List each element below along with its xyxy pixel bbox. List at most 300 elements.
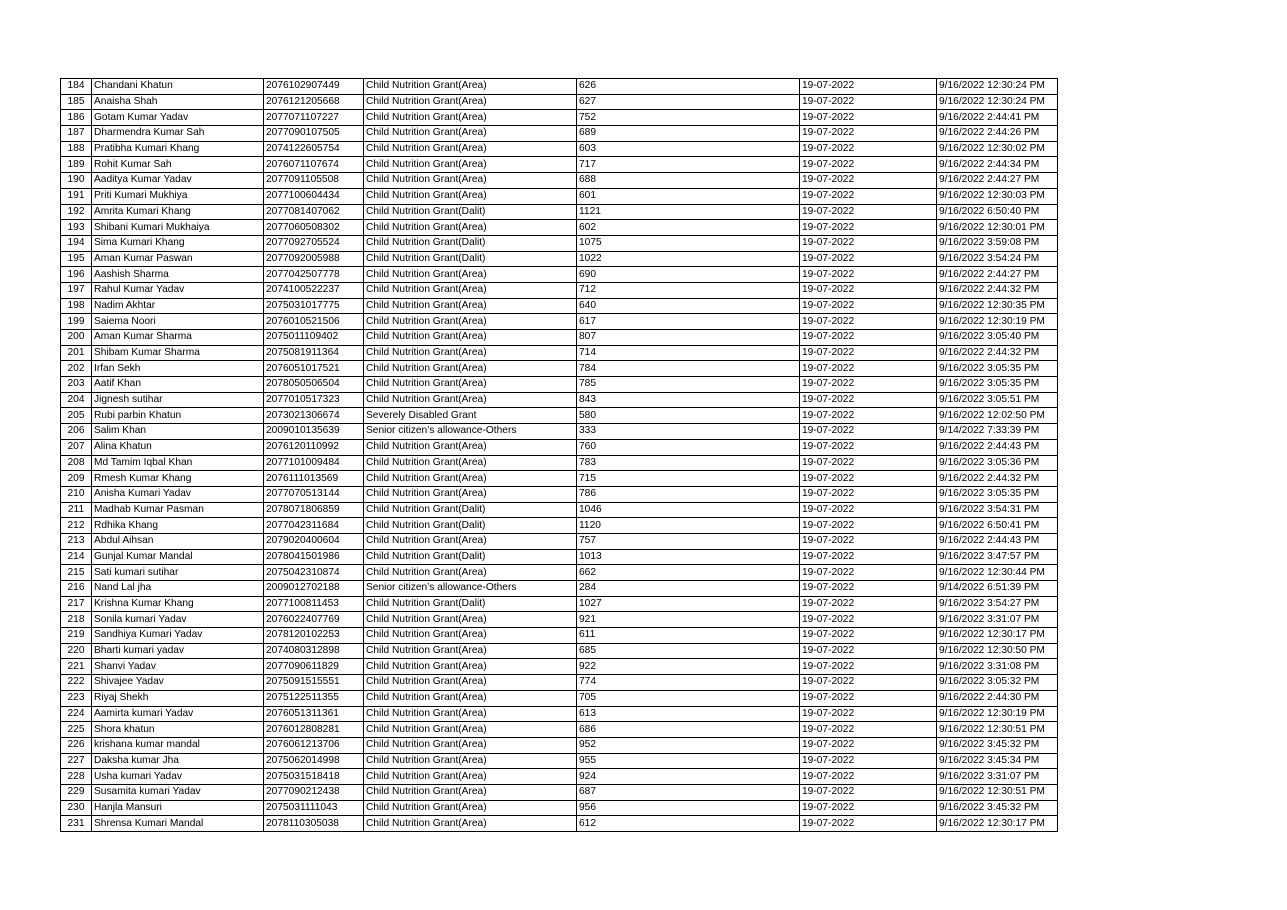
serial-number-cell: 219 (61, 628, 92, 644)
table-row (61, 314, 1058, 330)
name-cell: Usha kumari Yadav (92, 769, 264, 785)
serial-number-cell: 201 (61, 345, 92, 361)
table-row (61, 251, 1058, 267)
id-number-cell: 2075042310874 (264, 565, 364, 581)
name-cell: Salim Khan (92, 424, 264, 440)
grant-type-cell: Child Nutrition Grant(Area) (364, 659, 577, 675)
grant-type-cell: Senior citizen’s allowance-Others (364, 581, 577, 597)
name-cell: Rubi parbin Khatun (92, 408, 264, 424)
table-row (61, 298, 1058, 314)
name-cell: Bharti kumari yadav (92, 643, 264, 659)
name-cell: Daksha kumar Jha (92, 753, 264, 769)
amount-cell: 784 (577, 361, 800, 377)
amount-cell: 1046 (577, 502, 800, 518)
id-number-cell: 2077042311684 (264, 518, 364, 534)
grant-type-cell: Child Nutrition Grant(Dalit) (364, 502, 577, 518)
serial-number-cell: 211 (61, 502, 92, 518)
name-cell: Amrita Kumari Khang (92, 204, 264, 220)
amount-cell: 1121 (577, 204, 800, 220)
timestamp-cell: 9/16/2022 12:30:17 PM (937, 816, 1058, 832)
date-cell: 19-07-2022 (800, 173, 937, 189)
table-row (61, 267, 1058, 283)
amount-cell: 284 (577, 581, 800, 597)
id-number-cell: 2077071107227 (264, 110, 364, 126)
grant-type-cell: Child Nutrition Grant(Dalit) (364, 204, 577, 220)
grant-type-cell: Child Nutrition Grant(Area) (364, 612, 577, 628)
name-cell: Aman Kumar Sharma (92, 330, 264, 346)
amount-cell: 602 (577, 220, 800, 236)
id-number-cell: 2076061213706 (264, 737, 364, 753)
amount-cell: 924 (577, 769, 800, 785)
id-number-cell: 2077101009484 (264, 455, 364, 471)
amount-cell: 685 (577, 643, 800, 659)
timestamp-cell: 9/16/2022 3:45:32 PM (937, 800, 1058, 816)
amount-cell: 1022 (577, 251, 800, 267)
date-cell: 19-07-2022 (800, 675, 937, 691)
id-number-cell: 2077100811453 (264, 596, 364, 612)
amount-cell: 1075 (577, 235, 800, 251)
name-cell: Madhab Kumar Pasman (92, 502, 264, 518)
table-row (61, 408, 1058, 424)
timestamp-cell: 9/16/2022 12:30:24 PM (937, 94, 1058, 110)
table-row (61, 722, 1058, 738)
serial-number-cell: 199 (61, 314, 92, 330)
grant-type-cell: Child Nutrition Grant(Area) (364, 267, 577, 283)
table-row (61, 471, 1058, 487)
grant-type-cell: Child Nutrition Grant(Area) (364, 471, 577, 487)
name-cell: Sonila kumari Yadav (92, 612, 264, 628)
serial-number-cell: 204 (61, 392, 92, 408)
date-cell: 19-07-2022 (800, 753, 937, 769)
date-cell: 19-07-2022 (800, 769, 937, 785)
serial-number-cell: 185 (61, 94, 92, 110)
id-number-cell: 2076051311361 (264, 706, 364, 722)
beneficiary-table (60, 78, 1058, 832)
id-number-cell: 2075031111043 (264, 800, 364, 816)
serial-number-cell: 227 (61, 753, 92, 769)
timestamp-cell: 9/16/2022 12:30:17 PM (937, 628, 1058, 644)
timestamp-cell: 9/16/2022 2:44:32 PM (937, 345, 1058, 361)
grant-type-cell: Child Nutrition Grant(Area) (364, 784, 577, 800)
grant-type-cell: Child Nutrition Grant(Area) (364, 79, 577, 95)
date-cell: 19-07-2022 (800, 157, 937, 173)
name-cell: Gotam Kumar Yadav (92, 110, 264, 126)
name-cell: krishana kumar mandal (92, 737, 264, 753)
timestamp-cell: 9/16/2022 2:44:32 PM (937, 282, 1058, 298)
date-cell: 19-07-2022 (800, 565, 937, 581)
table-row (61, 659, 1058, 675)
timestamp-cell: 9/16/2022 2:44:27 PM (937, 267, 1058, 283)
id-number-cell: 2077070513144 (264, 486, 364, 502)
id-number-cell: 2074100522237 (264, 282, 364, 298)
table-row (61, 753, 1058, 769)
grant-type-cell: Child Nutrition Grant(Dalit) (364, 596, 577, 612)
id-number-cell: 2076051017521 (264, 361, 364, 377)
name-cell: Irfan Sekh (92, 361, 264, 377)
date-cell: 19-07-2022 (800, 502, 937, 518)
id-number-cell: 2079020400604 (264, 533, 364, 549)
serial-number-cell: 212 (61, 518, 92, 534)
name-cell: Sandhiya Kumari Yadav (92, 628, 264, 644)
serial-number-cell: 194 (61, 235, 92, 251)
table-row (61, 581, 1058, 597)
date-cell: 19-07-2022 (800, 392, 937, 408)
name-cell: Jignesh sutihar (92, 392, 264, 408)
grant-type-cell: Child Nutrition Grant(Area) (364, 628, 577, 644)
grant-type-cell: Child Nutrition Grant(Area) (364, 314, 577, 330)
id-number-cell: 2074080312898 (264, 643, 364, 659)
id-number-cell: 2075011109402 (264, 330, 364, 346)
date-cell: 19-07-2022 (800, 220, 937, 236)
id-number-cell: 2077091105508 (264, 173, 364, 189)
amount-cell: 785 (577, 377, 800, 393)
serial-number-cell: 191 (61, 188, 92, 204)
name-cell: Sati kumari sutihar (92, 565, 264, 581)
name-cell: Susamita kumari Yadav (92, 784, 264, 800)
timestamp-cell: 9/16/2022 2:44:26 PM (937, 126, 1058, 142)
serial-number-cell: 205 (61, 408, 92, 424)
table-row (61, 612, 1058, 628)
timestamp-cell: 9/16/2022 2:44:41 PM (937, 110, 1058, 126)
amount-cell: 922 (577, 659, 800, 675)
grant-type-cell: Child Nutrition Grant(Area) (364, 643, 577, 659)
timestamp-cell: 9/16/2022 6:50:40 PM (937, 204, 1058, 220)
date-cell: 19-07-2022 (800, 251, 937, 267)
serial-number-cell: 223 (61, 690, 92, 706)
table-row (61, 377, 1058, 393)
id-number-cell: 2076102907449 (264, 79, 364, 95)
name-cell: Shanvi Yadav (92, 659, 264, 675)
id-number-cell: 2078041501986 (264, 549, 364, 565)
timestamp-cell: 9/16/2022 2:44:30 PM (937, 690, 1058, 706)
table-row (61, 439, 1058, 455)
id-number-cell: 2075031017775 (264, 298, 364, 314)
id-number-cell: 2073021306674 (264, 408, 364, 424)
date-cell: 19-07-2022 (800, 314, 937, 330)
timestamp-cell: 9/16/2022 12:30:35 PM (937, 298, 1058, 314)
id-number-cell: 2076022407769 (264, 612, 364, 628)
serial-number-cell: 224 (61, 706, 92, 722)
table-row (61, 235, 1058, 251)
id-number-cell: 2009012702188 (264, 581, 364, 597)
amount-cell: 617 (577, 314, 800, 330)
id-number-cell: 2074122605754 (264, 141, 364, 157)
amount-cell: 921 (577, 612, 800, 628)
grant-type-cell: Child Nutrition Grant(Dalit) (364, 518, 577, 534)
serial-number-cell: 197 (61, 282, 92, 298)
grant-type-cell: Child Nutrition Grant(Area) (364, 486, 577, 502)
date-cell: 19-07-2022 (800, 361, 937, 377)
amount-cell: 662 (577, 565, 800, 581)
timestamp-cell: 9/16/2022 2:44:32 PM (937, 471, 1058, 487)
id-number-cell: 2075031518418 (264, 769, 364, 785)
serial-number-cell: 203 (61, 377, 92, 393)
timestamp-cell: 9/16/2022 2:44:43 PM (937, 533, 1058, 549)
table-row (61, 549, 1058, 565)
table-row (61, 518, 1058, 534)
id-number-cell: 2076120110992 (264, 439, 364, 455)
grant-type-cell: Child Nutrition Grant(Area) (364, 392, 577, 408)
timestamp-cell: 9/16/2022 3:31:08 PM (937, 659, 1058, 675)
id-number-cell: 2077092005988 (264, 251, 364, 267)
amount-cell: 714 (577, 345, 800, 361)
serial-number-cell: 218 (61, 612, 92, 628)
name-cell: Chandani Khatun (92, 79, 264, 95)
table-row (61, 675, 1058, 691)
serial-number-cell: 189 (61, 157, 92, 173)
grant-type-cell: Child Nutrition Grant(Area) (364, 800, 577, 816)
grant-type-cell: Child Nutrition Grant(Area) (364, 157, 577, 173)
id-number-cell: 2009010135639 (264, 424, 364, 440)
timestamp-cell: 9/16/2022 3:05:40 PM (937, 330, 1058, 346)
grant-type-cell: Severely Disabled Grant (364, 408, 577, 424)
timestamp-cell: 9/16/2022 3:54:31 PM (937, 502, 1058, 518)
date-cell: 19-07-2022 (800, 706, 937, 722)
id-number-cell: 2077081407062 (264, 204, 364, 220)
date-cell: 19-07-2022 (800, 737, 937, 753)
amount-cell: 807 (577, 330, 800, 346)
amount-cell: 1027 (577, 596, 800, 612)
amount-cell: 333 (577, 424, 800, 440)
serial-number-cell: 188 (61, 141, 92, 157)
id-number-cell: 2077092705524 (264, 235, 364, 251)
grant-type-cell: Child Nutrition Grant(Area) (364, 298, 577, 314)
grant-type-cell: Child Nutrition Grant(Area) (364, 330, 577, 346)
serial-number-cell: 207 (61, 439, 92, 455)
name-cell: Riyaj Shekh (92, 690, 264, 706)
grant-type-cell: Child Nutrition Grant(Area) (364, 769, 577, 785)
serial-number-cell: 221 (61, 659, 92, 675)
timestamp-cell: 9/16/2022 3:47:57 PM (937, 549, 1058, 565)
serial-number-cell: 225 (61, 722, 92, 738)
amount-cell: 843 (577, 392, 800, 408)
serial-number-cell: 184 (61, 79, 92, 95)
name-cell: Shora khatun (92, 722, 264, 738)
name-cell: Abdul Aihsan (92, 533, 264, 549)
id-number-cell: 2076121205668 (264, 94, 364, 110)
serial-number-cell: 213 (61, 533, 92, 549)
amount-cell: 715 (577, 471, 800, 487)
amount-cell: 626 (577, 79, 800, 95)
serial-number-cell: 202 (61, 361, 92, 377)
serial-number-cell: 209 (61, 471, 92, 487)
table-body (61, 79, 1058, 832)
id-number-cell: 2078110305038 (264, 816, 364, 832)
name-cell: Md Tamim Iqbal Khan (92, 455, 264, 471)
date-cell: 19-07-2022 (800, 188, 937, 204)
grant-type-cell: Child Nutrition Grant(Area) (364, 565, 577, 581)
id-number-cell: 2075081911364 (264, 345, 364, 361)
grant-type-cell: Child Nutrition Grant(Area) (364, 345, 577, 361)
name-cell: Dharmendra Kumar Sah (92, 126, 264, 142)
date-cell: 19-07-2022 (800, 235, 937, 251)
name-cell: Hanjla Mansuri (92, 800, 264, 816)
table-row (61, 737, 1058, 753)
id-number-cell: 2076010521506 (264, 314, 364, 330)
amount-cell: 601 (577, 188, 800, 204)
id-number-cell: 2077010517323 (264, 392, 364, 408)
table-row (61, 800, 1058, 816)
date-cell: 19-07-2022 (800, 94, 937, 110)
name-cell: Alina Khatun (92, 439, 264, 455)
date-cell: 19-07-2022 (800, 330, 937, 346)
name-cell: Nand Lal jha (92, 581, 264, 597)
serial-number-cell: 214 (61, 549, 92, 565)
timestamp-cell: 9/16/2022 3:05:35 PM (937, 486, 1058, 502)
table-row (61, 533, 1058, 549)
timestamp-cell: 9/16/2022 3:54:24 PM (937, 251, 1058, 267)
timestamp-cell: 9/16/2022 3:05:51 PM (937, 392, 1058, 408)
table-row (61, 769, 1058, 785)
date-cell: 19-07-2022 (800, 141, 937, 157)
serial-number-cell: 215 (61, 565, 92, 581)
date-cell: 19-07-2022 (800, 110, 937, 126)
date-cell: 19-07-2022 (800, 267, 937, 283)
grant-type-cell: Child Nutrition Grant(Area) (364, 188, 577, 204)
name-cell: Shrensa Kumari Mandal (92, 816, 264, 832)
id-number-cell: 2077100604434 (264, 188, 364, 204)
name-cell: Aamirta kumari Yadav (92, 706, 264, 722)
id-number-cell: 2078071806859 (264, 502, 364, 518)
name-cell: Aaditya Kumar Yadav (92, 173, 264, 189)
id-number-cell: 2075062014998 (264, 753, 364, 769)
grant-type-cell: Child Nutrition Grant(Area) (364, 220, 577, 236)
date-cell: 19-07-2022 (800, 126, 937, 142)
table-row (61, 110, 1058, 126)
name-cell: Pratibha Kumari Khang (92, 141, 264, 157)
table-row (61, 816, 1058, 832)
id-number-cell: 2077060508302 (264, 220, 364, 236)
amount-cell: 757 (577, 533, 800, 549)
table-row (61, 643, 1058, 659)
table-row (61, 94, 1058, 110)
table-row (61, 220, 1058, 236)
amount-cell: 613 (577, 706, 800, 722)
table-row (61, 361, 1058, 377)
timestamp-cell: 9/16/2022 12:30:24 PM (937, 79, 1058, 95)
name-cell: Anisha Kumari Yadav (92, 486, 264, 502)
timestamp-cell: 9/16/2022 12:30:51 PM (937, 784, 1058, 800)
table-row (61, 690, 1058, 706)
amount-cell: 952 (577, 737, 800, 753)
timestamp-cell: 9/16/2022 3:54:27 PM (937, 596, 1058, 612)
table-row (61, 204, 1058, 220)
grant-type-cell: Child Nutrition Grant(Area) (364, 439, 577, 455)
amount-cell: 612 (577, 816, 800, 832)
date-cell: 19-07-2022 (800, 345, 937, 361)
timestamp-cell: 9/16/2022 12:30:03 PM (937, 188, 1058, 204)
table-row (61, 330, 1058, 346)
grant-type-cell: Child Nutrition Grant(Area) (364, 675, 577, 691)
date-cell: 19-07-2022 (800, 581, 937, 597)
grant-type-cell: Child Nutrition Grant(Area) (364, 110, 577, 126)
timestamp-cell: 9/16/2022 3:59:08 PM (937, 235, 1058, 251)
serial-number-cell: 186 (61, 110, 92, 126)
amount-cell: 688 (577, 173, 800, 189)
id-number-cell: 2077090212438 (264, 784, 364, 800)
amount-cell: 956 (577, 800, 800, 816)
timestamp-cell: 9/16/2022 3:31:07 PM (937, 612, 1058, 628)
date-cell: 19-07-2022 (800, 549, 937, 565)
date-cell: 19-07-2022 (800, 722, 937, 738)
amount-cell: 705 (577, 690, 800, 706)
name-cell: Rmesh Kumar Khang (92, 471, 264, 487)
date-cell: 19-07-2022 (800, 282, 937, 298)
table-row (61, 596, 1058, 612)
timestamp-cell: 9/16/2022 2:44:27 PM (937, 173, 1058, 189)
grant-type-cell: Child Nutrition Grant(Dalit) (364, 251, 577, 267)
amount-cell: 611 (577, 628, 800, 644)
grant-type-cell: Child Nutrition Grant(Area) (364, 173, 577, 189)
amount-cell: 717 (577, 157, 800, 173)
date-cell: 19-07-2022 (800, 518, 937, 534)
serial-number-cell: 195 (61, 251, 92, 267)
name-cell: Rohit Kumar Sah (92, 157, 264, 173)
name-cell: Rdhika Khang (92, 518, 264, 534)
grant-type-cell: Child Nutrition Grant(Dalit) (364, 549, 577, 565)
date-cell: 19-07-2022 (800, 408, 937, 424)
table-row (61, 455, 1058, 471)
amount-cell: 712 (577, 282, 800, 298)
serial-number-cell: 208 (61, 455, 92, 471)
timestamp-cell: 9/16/2022 3:05:35 PM (937, 361, 1058, 377)
grant-type-cell: Child Nutrition Grant(Area) (364, 141, 577, 157)
timestamp-cell: 9/16/2022 12:30:01 PM (937, 220, 1058, 236)
timestamp-cell: 9/14/2022 6:51:39 PM (937, 581, 1058, 597)
grant-type-cell: Senior citizen’s allowance-Others (364, 424, 577, 440)
grant-type-cell: Child Nutrition Grant(Area) (364, 126, 577, 142)
amount-cell: 686 (577, 722, 800, 738)
amount-cell: 1120 (577, 518, 800, 534)
date-cell: 19-07-2022 (800, 596, 937, 612)
serial-number-cell: 196 (61, 267, 92, 283)
date-cell: 19-07-2022 (800, 800, 937, 816)
serial-number-cell: 230 (61, 800, 92, 816)
id-number-cell: 2076111013569 (264, 471, 364, 487)
table-row (61, 565, 1058, 581)
name-cell: Aman Kumar Paswan (92, 251, 264, 267)
serial-number-cell: 222 (61, 675, 92, 691)
amount-cell: 955 (577, 753, 800, 769)
table-row (61, 282, 1058, 298)
date-cell: 19-07-2022 (800, 533, 937, 549)
table-row (61, 188, 1058, 204)
serial-number-cell: 190 (61, 173, 92, 189)
timestamp-cell: 9/16/2022 3:05:35 PM (937, 377, 1058, 393)
timestamp-cell: 9/16/2022 12:30:02 PM (937, 141, 1058, 157)
timestamp-cell: 9/16/2022 12:02:50 PM (937, 408, 1058, 424)
table-row (61, 345, 1058, 361)
name-cell: Saiema Noori (92, 314, 264, 330)
serial-number-cell: 192 (61, 204, 92, 220)
table-row (61, 392, 1058, 408)
timestamp-cell: 9/16/2022 3:31:07 PM (937, 769, 1058, 785)
grant-type-cell: Child Nutrition Grant(Area) (364, 690, 577, 706)
name-cell: Nadim Akhtar (92, 298, 264, 314)
amount-cell: 640 (577, 298, 800, 314)
table-row (61, 173, 1058, 189)
date-cell: 19-07-2022 (800, 204, 937, 220)
serial-number-cell: 198 (61, 298, 92, 314)
name-cell: Krishna Kumar Khang (92, 596, 264, 612)
serial-number-cell: 200 (61, 330, 92, 346)
table-row (61, 79, 1058, 95)
amount-cell: 1013 (577, 549, 800, 565)
name-cell: Shibam Kumar Sharma (92, 345, 264, 361)
id-number-cell: 2078050506504 (264, 377, 364, 393)
timestamp-cell: 9/16/2022 6:50:41 PM (937, 518, 1058, 534)
timestamp-cell: 9/16/2022 3:45:34 PM (937, 753, 1058, 769)
